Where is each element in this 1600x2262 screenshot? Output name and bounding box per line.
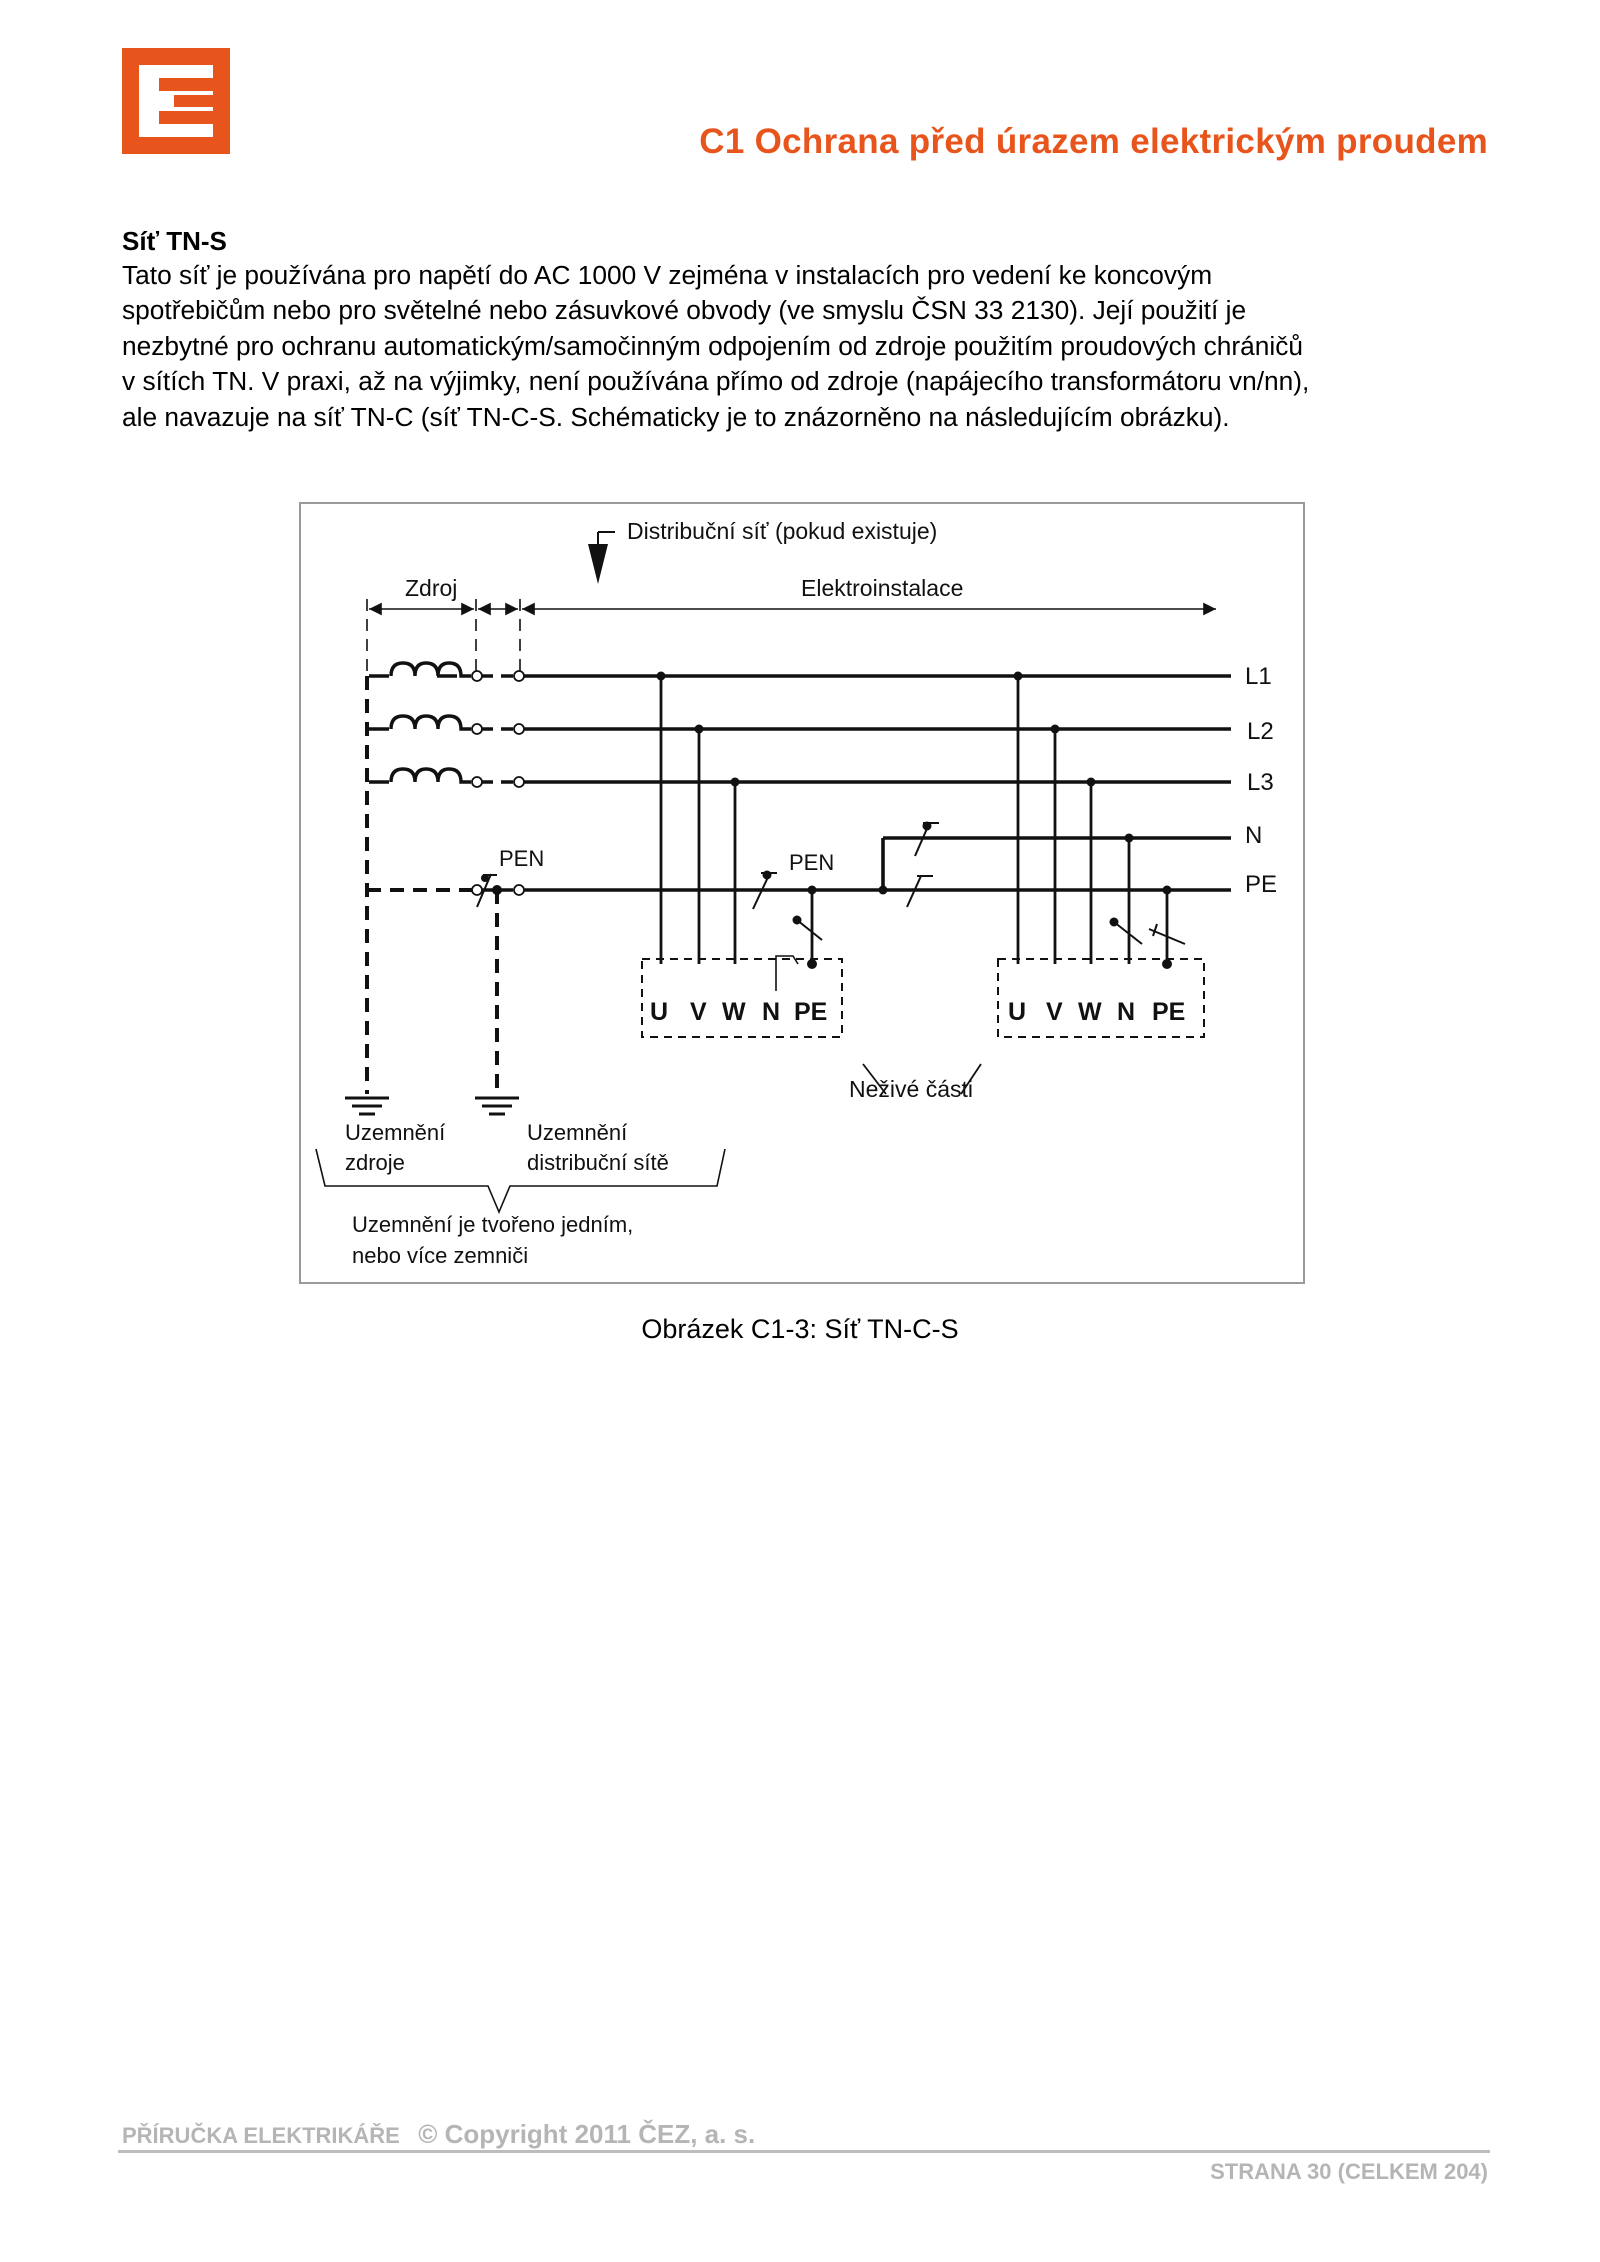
right-terminal-labels	[1008, 998, 1185, 1026]
paragraph-line: spotřebičům nebo pro světelné nebo zásuvkové obvody (ve smyslu ČSN 33 2130). Její použití je	[122, 295, 1247, 326]
source-earth-wire	[367, 676, 477, 1094]
earth-note-line-1: Uzemnění je tvořeno jedním,	[352, 1212, 634, 1237]
installation-label: Elektroinstalace	[801, 575, 964, 601]
footer-book-title: PŘÍRUČKA ELEKTRIKÁŘE	[122, 2123, 400, 2148]
left-terminal-labels	[650, 998, 827, 1026]
right-load-wires	[1018, 676, 1167, 964]
svg-text:V: V	[1046, 998, 1063, 1026]
svg-text:U: U	[650, 998, 669, 1026]
page-number: STRANA 30 (CELKEM 204)	[1210, 2159, 1488, 2184]
cez-logo	[122, 48, 230, 154]
earth-distribution-label-1: Uzemnění	[527, 1120, 628, 1145]
earth-source-label-1: Uzemnění	[345, 1120, 446, 1145]
exposed-parts-label: Neživé části	[849, 1076, 973, 1102]
footer-divider	[118, 2150, 1490, 2153]
pen-left-label: PEN	[499, 846, 545, 871]
paragraph-line: ale navazuje na síť TN-C (síť TN-C-S. Schématicky je to znázorněno na následujícím obrázku).	[122, 401, 1230, 432]
transformer-windings	[369, 663, 471, 782]
svg-text:PE: PE	[1152, 998, 1186, 1026]
figure-caption: Obrázek C1-3: Síť TN-C-S	[641, 1314, 959, 1344]
earth-symbol-source	[345, 1098, 389, 1114]
svg-text:N: N	[762, 998, 781, 1026]
svg-text:N: N	[1117, 998, 1136, 1026]
section-heading: Síť TN-S	[122, 226, 227, 256]
distribution-label: Distribuční síť (pokud existuje)	[627, 518, 938, 544]
busbars	[524, 676, 1231, 890]
earth-distribution-label-2: distribuční sítě	[527, 1150, 669, 1175]
paragraph-line: v sítích TN. V praxi, až na výjimky, není používána přímo od zdroje (napájecího transformátoru vn/nn),	[122, 366, 1310, 397]
distribution-arrow	[588, 532, 615, 584]
paragraph-line: Tato síť je používána pro napětí do AC 1000 V zejména v instalacích pro vedení ke koncovým	[122, 260, 1213, 290]
conductor-symbols	[477, 823, 1185, 945]
svg-text:W: W	[1078, 998, 1102, 1026]
svg-text:U: U	[1008, 998, 1027, 1026]
earth-source-label-2: zdroje	[345, 1150, 405, 1175]
line-l3-label: L3	[1247, 769, 1274, 796]
tn-c-s-schematic	[301, 504, 1303, 1282]
footer-copyright: © Copyright 2011 ČEZ, a. s.	[418, 2119, 756, 2149]
chapter-title: C1 Ochrana před úrazem elektrickým proudem	[699, 122, 1488, 161]
dimension-lines	[367, 599, 1216, 684]
line-l2-label: L2	[1247, 718, 1274, 745]
section-paragraph	[122, 258, 1502, 435]
tn-c-s-diagram	[299, 502, 1305, 1284]
line-l1-label: L1	[1245, 663, 1272, 690]
left-load-wires	[661, 676, 812, 964]
earth-note-line-2: nebo více zemniči	[352, 1243, 529, 1268]
source-label: Zdroj	[405, 575, 458, 601]
line-pe-label: PE	[1245, 871, 1278, 898]
line-n-label: N	[1245, 822, 1263, 849]
svg-text:PE: PE	[794, 998, 828, 1026]
pen-right-label: PEN	[789, 850, 835, 875]
svg-text:W: W	[722, 998, 746, 1026]
footer-title	[122, 2119, 755, 2150]
earth-symbol-distribution	[475, 1098, 519, 1114]
svg-text:V: V	[690, 998, 707, 1026]
paragraph-line: nezbytné pro ochranu automatickým/samočinným odpojením od zdroje použitím proudových chráničů	[122, 330, 1304, 361]
